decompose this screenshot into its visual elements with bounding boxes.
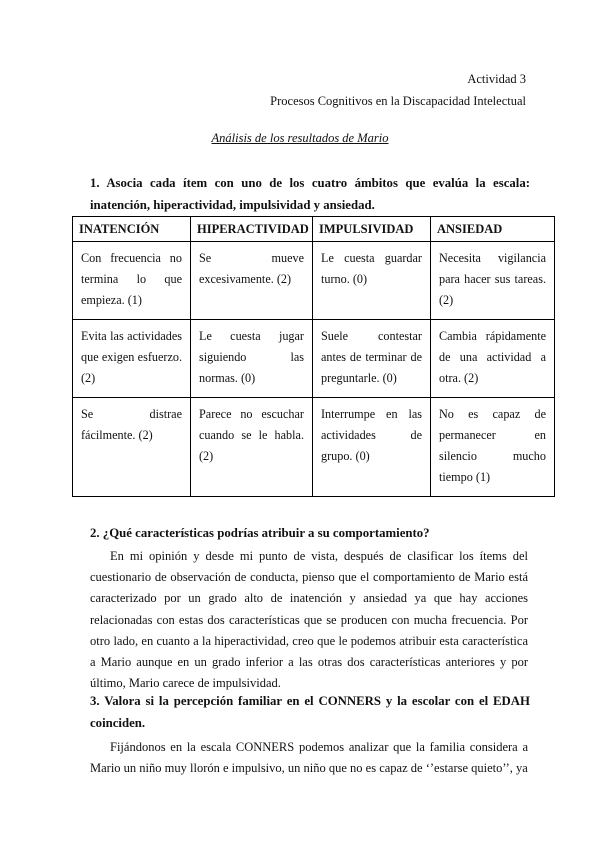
- table-cell: Se distrae fácilmente. (2): [73, 398, 191, 497]
- header-impulsividad: IMPULSIVIDAD: [313, 217, 431, 242]
- table-cell: No es capaz de permanecer en silencio mucho tiempo (1): [431, 398, 555, 497]
- table-row: [73, 398, 555, 497]
- answer-3-paragraph: Fijándonos en la escala CONNERS podemos analizar que la familia considera a Mario un niño muy llorón e impulsivo, un niño que no es capaz de ‘’estarse quieto’’, ya: [90, 740, 528, 776]
- table-cell: Se mueve excesivamente. (2): [191, 242, 313, 320]
- document-title: Análisis de los resultados de Mario: [211, 131, 389, 145]
- table-row: [73, 242, 555, 320]
- table-cell: Suele contestar antes de terminar de preguntarle. (0): [313, 320, 431, 398]
- question-1: 1. Asocia cada ítem con uno de los cuatro ámbitos que evalúa la escala: inatención, hiperactividad, impulsividad y ansiedad.: [90, 176, 530, 212]
- table-cell: Parece no escuchar cuando se le habla. (2): [191, 398, 313, 497]
- activity-number: Actividad 3: [467, 72, 526, 86]
- table-row: [73, 320, 555, 398]
- course-title: Procesos Cognitivos en la Discapacidad Intelectual: [270, 94, 526, 108]
- table-cell: Con frecuencia no termina lo que empieza. (1): [73, 242, 191, 320]
- table-cell: Le cuesta guardar turno. (0): [313, 242, 431, 320]
- answer-2-paragraph: En mi opinión y desde mi punto de vista, después de clasificar los ítems del cuestionario de observación de conducta, pienso que el comportamiento de Mario está caracterizado por un grado alto de inatención y ansiedad ya que hay acciones relacionadas con estas dos características que se producen con mucha frecuencia. Por otro lado, en cuanto a la hiperactividad, creo que le podemos atribuir esta característica a Mario aunque en un grado inferior a las otras dos características anteriores y por último, Mario carece de impulsividad.: [90, 549, 528, 691]
- table-cell: Interrumpe en las actividades de grupo. (0): [313, 398, 431, 497]
- header-ansiedad: ANSIEDAD: [431, 217, 555, 242]
- question-3-text: 3. Valora si la percepción familiar en el CONNERS y la escolar con el EDAH coinciden.: [90, 694, 530, 730]
- items-table: [72, 216, 555, 497]
- table-cell: Necesita vigilancia para hacer sus tareas. (2): [431, 242, 555, 320]
- table-cell: Le cuesta jugar siguiendo las normas. (0): [191, 320, 313, 398]
- table-header-row: [73, 217, 555, 242]
- table-cell: Evita las actividades que exigen esfuerzo. (2): [73, 320, 191, 398]
- table-cell: Cambia rápidamente de una actividad a otra. (2): [431, 320, 555, 398]
- question-3: [90, 690, 530, 734]
- header-inatencion: INATENCIÓN: [73, 217, 191, 242]
- question-2: 2. ¿Qué características podrías atribuir a su comportamiento?: [90, 526, 430, 540]
- header-hiperactividad: HIPERACTIVIDAD: [191, 217, 313, 242]
